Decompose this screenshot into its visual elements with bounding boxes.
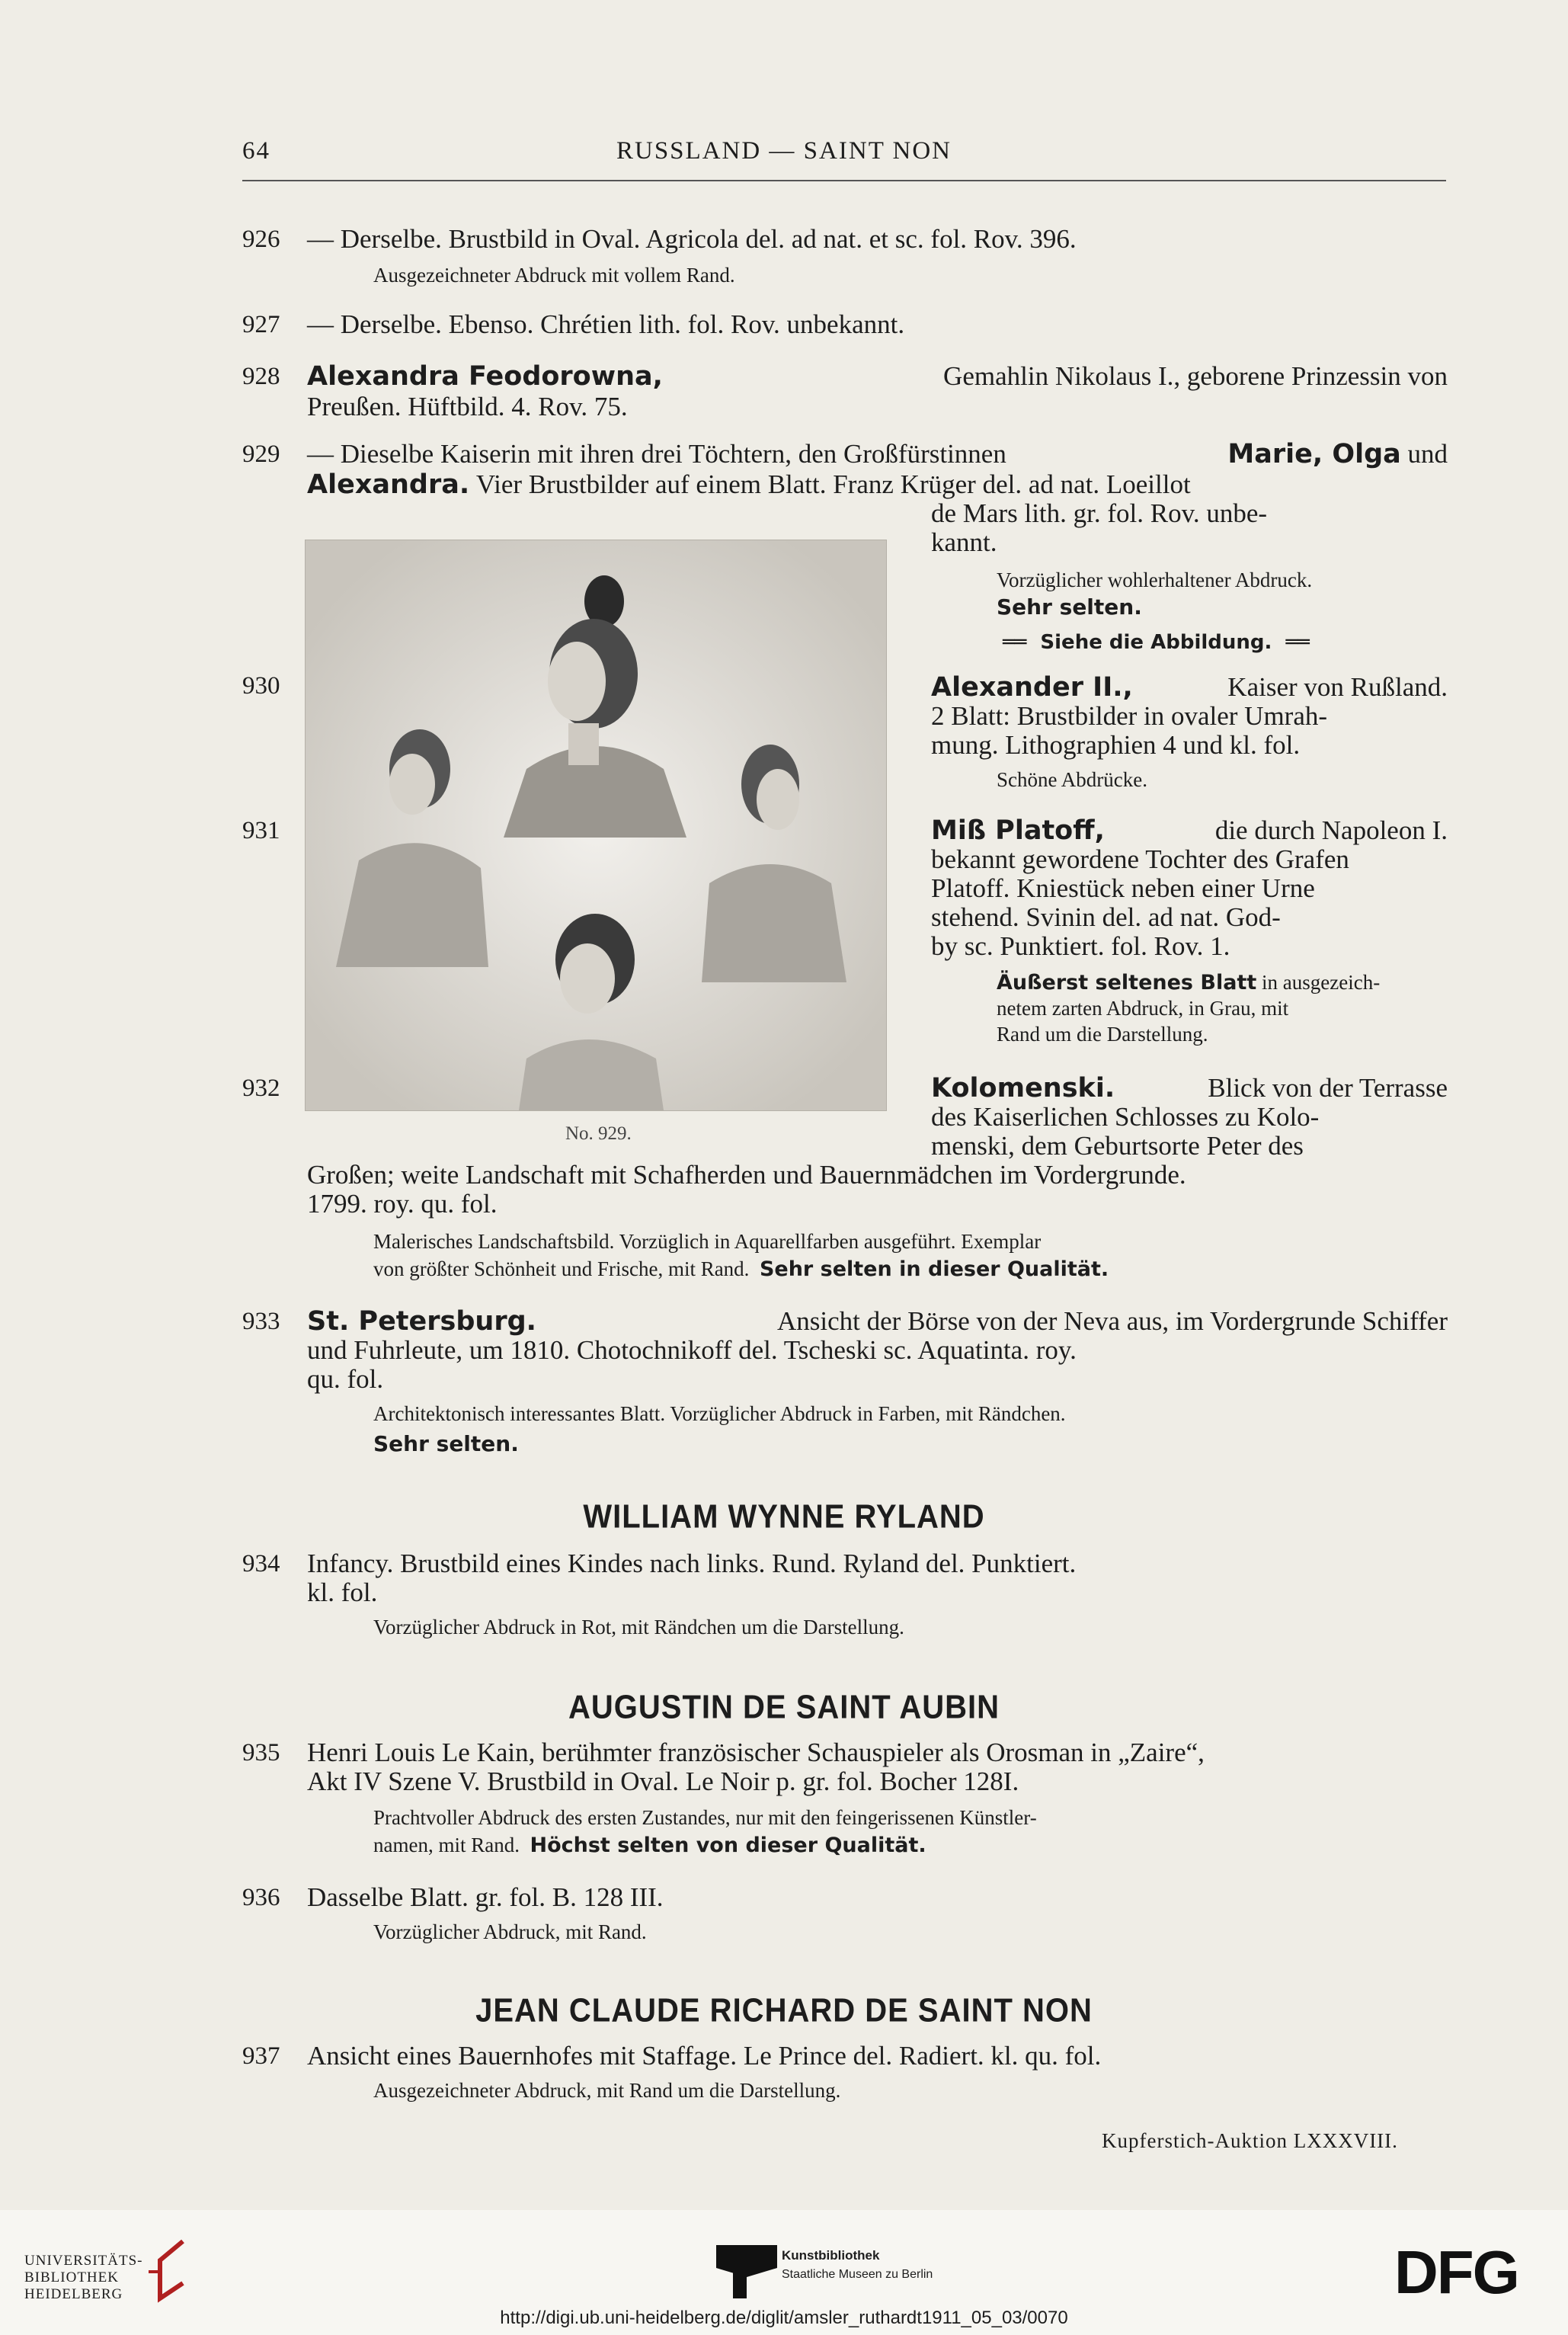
dfg-logo: DFG	[1394, 2238, 1518, 2306]
entry-name: Marie, Olga	[1227, 439, 1401, 469]
entry-note: Vorzüglicher wohlerhaltener Abdruck.	[997, 569, 1313, 591]
entry-number: 931	[242, 817, 280, 844]
section-heading: AUGUSTIN DE SAINT AUBIN	[568, 1688, 1000, 1726]
entry-text: Ansicht eines Bauernhofes mit Staffage. Le Prince del. Radiert. kl. qu. fol.	[307, 2041, 1102, 2071]
entry-text: Infancy. Brustbild eines Kindes nach links. Rund. Ryland del. Punktiert.	[307, 1549, 1077, 1578]
section-heading: WILLIAM WYNNE RYLAND	[583, 1497, 985, 1536]
logo-line: BIBLIOTHEK	[24, 2269, 119, 2285]
entry-number: 932	[242, 1075, 280, 1102]
university-library-logo-text	[24, 2253, 143, 2303]
university-library-logo-icon	[145, 2237, 190, 2306]
entry-text: kannt.	[931, 527, 997, 557]
entry-text: by sc. Punktiert. fol. Rov. 1.	[931, 931, 1230, 961]
entry-text: und Fuhrleute, um 1810. Chotochnikoff del. Tscheski sc. Aquatinta. roy.	[307, 1335, 1077, 1365]
entry-number: 928	[242, 363, 280, 390]
kunstbibliothek-subtitle: Staatliche Museen zu Berlin	[782, 2268, 933, 2281]
entry-text: Henri Louis Le Kain, berühmter französischer Schauspieler als Orosman in „Zaire“,	[307, 1738, 1205, 1767]
entry-note-bold: Äußerst seltenes Blatt	[997, 971, 1257, 995]
entry-note-bold: Sehr selten.	[997, 594, 1142, 620]
entry-text: des Kaiserlichen Schlosses zu Kolo-	[931, 1102, 1320, 1132]
entry-text: Großen; weite Landschaft mit Schafherden und Bauernmädchen im Vordergrunde.	[307, 1160, 1186, 1190]
entry-note: netem zarten Abdruck, in Grau, mit	[997, 997, 1289, 1020]
entry-text: stehend. Svinin del. ad nat. God-	[931, 902, 1281, 932]
entry-text: — Derselbe. Brustbild in Oval. Agricola del. ad nat. et sc. fol. Rov. 396.	[307, 224, 1077, 254]
kunstbibliothek-logo-icon	[716, 2245, 777, 2298]
entry-name: Alexandra Feodorowna,	[307, 361, 663, 392]
header-rule	[242, 180, 1446, 181]
entry-text: — Dieselbe Kaiserin mit ihren drei Töchtern, den Großfürstinnen	[307, 439, 1006, 469]
entry-text: Gemahlin Nikolaus I., geborene Prinzessin von	[943, 361, 1448, 391]
entry-note: Architektonisch interessantes Blatt. Vorzüglicher Abdruck in Farben, mit Rändchen.	[373, 1402, 1066, 1425]
entry-note: Vorzüglicher Abdruck, mit Rand.	[373, 1920, 647, 1943]
entry-number: 929	[242, 440, 280, 468]
logo-line: UNIVERSITÄTS-	[24, 2253, 143, 2269]
entry-name: Alexander II.,	[931, 672, 1133, 703]
entry-text: 1799. roy. qu. fol.	[307, 1189, 498, 1219]
entry-note: Rand um die Darstellung.	[997, 1023, 1208, 1046]
entry-text: kl. fol.	[307, 1577, 378, 1607]
entry-text: Preußen. Hüftbild. 4. Rov. 75.	[307, 392, 628, 421]
entry-note: Prachtvoller Abdruck des ersten Zustandes, nur mit den feingerissenen Künstler-	[373, 1806, 1037, 1829]
entry-number: 936	[242, 1884, 280, 1911]
see-figure-text: Siehe die Abbildung.	[1040, 631, 1272, 654]
entry-text: bekannt gewordene Tochter des Grafen	[931, 844, 1349, 874]
entry-note: Ausgezeichneter Abdruck, mit Rand um die Darstellung.	[373, 2079, 841, 2102]
section-heading: JEAN CLAUDE RICHARD DE SAINT NON	[475, 1991, 1093, 2029]
entry-text: und	[1407, 439, 1448, 469]
entry-name: Miß Platoff,	[931, 815, 1105, 846]
entry-text: qu. fol.	[307, 1364, 384, 1394]
entry-note: namen, mit Rand.	[373, 1834, 520, 1856]
entry-text: Kaiser von Rußland.	[1227, 672, 1448, 702]
entry-number: 930	[242, 672, 280, 700]
portrait-engraving-icon	[306, 540, 886, 1110]
digitization-footer	[0, 2210, 1568, 2335]
entry-number: 933	[242, 1308, 280, 1335]
entry-text: 2 Blatt: Brustbilder in ovaler Umrah-	[931, 701, 1328, 731]
entry-note: Ausgezeichneter Abdruck mit vollem Rand.	[373, 264, 735, 287]
entry-text: die durch Napoleon I.	[1214, 815, 1448, 845]
catalog-footer: Kupferstich-Auktion LXXXVIII.	[1102, 2129, 1398, 2152]
entry-number: 935	[242, 1739, 280, 1766]
entry-note: Malerisches Landschaftsbild. Vorzüglich in Aquarellfarben ausgeführt. Exemplar	[373, 1230, 1042, 1253]
double-rule-icon: ══	[1285, 631, 1310, 654]
entry-note: Vorzüglicher Abdruck in Rot, mit Rändchen um die Darstellung.	[373, 1616, 904, 1638]
entry-text: menski, dem Geburtsorte Peter des	[931, 1131, 1304, 1161]
entry-text: Akt IV Szene V. Brustbild in Oval. Le Noir p. gr. fol. Bocher 128I.	[307, 1766, 1019, 1796]
entry-text: — Derselbe. Ebenso. Chrétien lith. fol. Rov. unbekannt.	[307, 309, 905, 339]
kunstbibliothek-title: Kunstbibliothek	[782, 2248, 880, 2263]
entry-text: Vier Brustbilder auf einem Blatt. Franz Krüger del. ad nat. Loeillot	[475, 469, 1191, 499]
double-rule-icon: ══	[1003, 631, 1027, 654]
entry-text: Ansicht der Börse von der Neva aus, im Vordergrunde Schiffer	[777, 1306, 1448, 1336]
page-number: 64	[242, 137, 270, 165]
entry-text: Dasselbe Blatt. gr. fol. B. 128 III.	[307, 1882, 664, 1912]
entry-note-bold: Sehr selten in dieser Qualität.	[759, 1257, 1109, 1281]
entry-text: Platoff. Kniestück neben einer Urne	[931, 873, 1315, 903]
entry-number: 926	[242, 226, 280, 253]
entry-name: Alexandra.	[307, 469, 470, 500]
portrait-plate-image	[305, 540, 887, 1111]
entry-note: Schöne Abdrücke.	[997, 768, 1147, 791]
entry-note-bold: Sehr selten.	[373, 1431, 519, 1456]
entry-number: 934	[242, 1550, 280, 1577]
entry-text: de Mars lith. gr. fol. Rov. unbe-	[931, 498, 1268, 528]
entry-name: St. Petersburg.	[307, 1306, 536, 1337]
source-url[interactable]: http://digi.ub.uni-heidelberg.de/diglit/amsler_ruthardt1911_05_03/0070	[500, 2308, 1068, 2328]
entry-note: von größter Schönheit und Frische, mit Rand.	[373, 1257, 750, 1280]
entry-note: in ausgezeich-	[1262, 971, 1381, 994]
entry-number: 937	[242, 2042, 280, 2070]
entry-note-bold: Höchst selten von dieser Qualität.	[530, 1834, 926, 1857]
entry-number: 927	[242, 311, 280, 338]
see-figure-note	[1003, 629, 1310, 655]
entry-name: Kolomenski.	[931, 1073, 1115, 1103]
plate-caption: No. 929.	[565, 1123, 632, 1144]
entry-text: mung. Lithographien 4 und kl. fol.	[931, 730, 1301, 760]
page-title: RUSSLAND — SAINT NON	[616, 137, 952, 165]
logo-line: HEIDELBERG	[24, 2286, 123, 2302]
entry-text: Blick von der Terrasse	[1208, 1073, 1448, 1103]
